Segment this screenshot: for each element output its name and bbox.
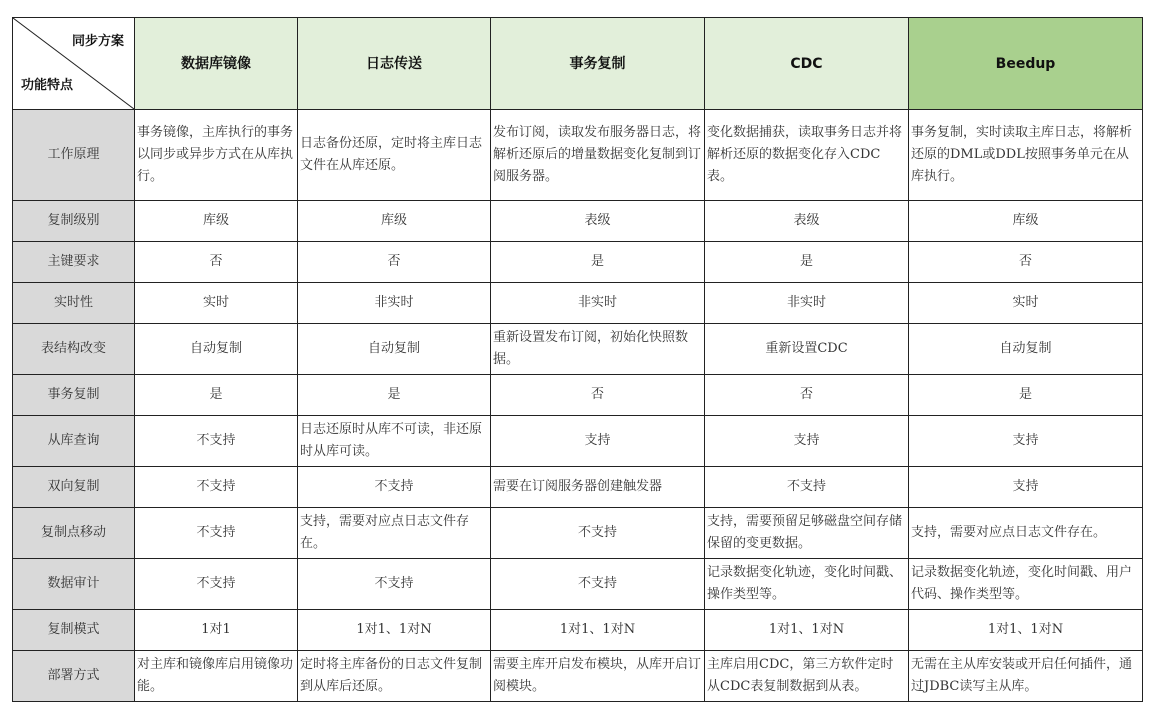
table-cell: 不支持 <box>135 559 298 610</box>
table-cell: 自动复制 <box>298 324 491 375</box>
table-cell: 需要主库开启发布模块，从库开启订阅模块。 <box>491 651 705 702</box>
table-cell: 非实时 <box>705 283 909 324</box>
table-row <box>13 467 1143 508</box>
table-cell: 支持，需要对应点日志文件存在。 <box>909 508 1143 559</box>
table-cell: 支持 <box>909 467 1143 508</box>
diagonal-divider <box>13 18 134 109</box>
table-cell: 不支持 <box>135 508 298 559</box>
table-cell: 是 <box>298 375 491 416</box>
table-row <box>13 416 1143 467</box>
table-cell: 无需在主从库安装或开启任何插件，通过JDBC读写主从库。 <box>909 651 1143 702</box>
table-cell: 1对1 <box>135 610 298 651</box>
table-cell: 非实时 <box>491 283 705 324</box>
row-label: 工作原理 <box>13 110 135 201</box>
column-header-log-shipping: 日志传送 <box>298 18 491 110</box>
table-cell: 支持 <box>909 416 1143 467</box>
table-row <box>13 242 1143 283</box>
column-header-beedup: Beedup <box>909 18 1143 110</box>
row-label: 表结构改变 <box>13 324 135 375</box>
table-cell: 库级 <box>298 201 491 242</box>
table-cell: 记录数据变化轨迹，变化时间戳、用户代码、操作类型等。 <box>909 559 1143 610</box>
table-row <box>13 651 1143 702</box>
row-label: 主键要求 <box>13 242 135 283</box>
table-cell: 否 <box>298 242 491 283</box>
table-cell: 否 <box>135 242 298 283</box>
table-cell: 是 <box>135 375 298 416</box>
table-row <box>13 110 1143 201</box>
table-cell: 否 <box>909 242 1143 283</box>
table-cell: 重新设置CDC <box>705 324 909 375</box>
table-row <box>13 508 1143 559</box>
row-label: 双向复制 <box>13 467 135 508</box>
table-cell: 实时 <box>909 283 1143 324</box>
table-cell: 日志备份还原，定时将主库日志文件在从库还原。 <box>298 110 491 201</box>
table-cell: 支持 <box>705 416 909 467</box>
table-cell: 不支持 <box>491 508 705 559</box>
table-cell: 是 <box>705 242 909 283</box>
table-cell: 不支持 <box>135 467 298 508</box>
row-label: 事务复制 <box>13 375 135 416</box>
table-cell: 记录数据变化轨迹，变化时间戳、操作类型等。 <box>705 559 909 610</box>
table-cell: 自动复制 <box>135 324 298 375</box>
column-header-mirroring: 数据库镜像 <box>135 18 298 110</box>
table-cell: 主库启用CDC，第三方软件定时从CDC表复制数据到从表。 <box>705 651 909 702</box>
table-cell: 支持 <box>491 416 705 467</box>
table-cell: 实时 <box>135 283 298 324</box>
table-cell: 对主库和镜像库启用镜像功能。 <box>135 651 298 702</box>
comparison-table <box>12 17 1143 702</box>
table-cell: 支持，需要对应点日志文件存在。 <box>298 508 491 559</box>
corner-cell <box>13 18 135 110</box>
table-row <box>13 283 1143 324</box>
table-row <box>13 610 1143 651</box>
table-cell: 否 <box>491 375 705 416</box>
column-header-transactional-replication: 事务复制 <box>491 18 705 110</box>
table-cell: 不支持 <box>298 467 491 508</box>
table-cell: 1对1、1对N <box>705 610 909 651</box>
table-cell: 不支持 <box>705 467 909 508</box>
table-cell: 1对1、1对N <box>491 610 705 651</box>
table-cell: 重新设置发布订阅，初始化快照数据。 <box>491 324 705 375</box>
table-cell: 非实时 <box>298 283 491 324</box>
table-cell: 1对1、1对N <box>909 610 1143 651</box>
row-label: 从库查询 <box>13 416 135 467</box>
table-cell: 不支持 <box>135 416 298 467</box>
header-row <box>13 18 1143 110</box>
table-cell: 定时将主库备份的日志文件复制到从库后还原。 <box>298 651 491 702</box>
row-label: 实时性 <box>13 283 135 324</box>
table-cell: 事务复制，实时读取主库日志，将解析还原的DML或DDL按照事务单元在从库执行。 <box>909 110 1143 201</box>
column-header-cdc: CDC <box>705 18 909 110</box>
row-label: 复制点移动 <box>13 508 135 559</box>
table-cell: 事务镜像，主库执行的事务以同步或异步方式在从库执行。 <box>135 110 298 201</box>
table-cell: 表级 <box>491 201 705 242</box>
table-cell: 否 <box>705 375 909 416</box>
row-label: 复制级别 <box>13 201 135 242</box>
table-cell: 1对1、1对N <box>298 610 491 651</box>
corner-label-feature: 功能特点 <box>21 78 74 93</box>
row-label: 数据审计 <box>13 559 135 610</box>
table-cell: 变化数据捕获，读取事务日志并将解析还原的数据变化存入CDC表。 <box>705 110 909 201</box>
table-cell: 库级 <box>909 201 1143 242</box>
table-cell: 是 <box>909 375 1143 416</box>
row-label: 复制模式 <box>13 610 135 651</box>
table-cell: 支持，需要预留足够磁盘空间存储保留的变更数据。 <box>705 508 909 559</box>
table-cell: 库级 <box>135 201 298 242</box>
table-row <box>13 324 1143 375</box>
table-row <box>13 559 1143 610</box>
table-cell: 需要在订阅服务器创建触发器 <box>491 467 705 508</box>
table-cell: 是 <box>491 242 705 283</box>
table-cell: 不支持 <box>298 559 491 610</box>
table-cell: 发布订阅，读取发布服务器日志，将解析还原后的增量数据变化复制到订阅服务器。 <box>491 110 705 201</box>
table-cell: 自动复制 <box>909 324 1143 375</box>
table-cell: 不支持 <box>491 559 705 610</box>
row-label: 部署方式 <box>13 651 135 702</box>
table-cell: 日志还原时从库不可读，非还原时从库可读。 <box>298 416 491 467</box>
table-row <box>13 201 1143 242</box>
corner-label-scheme: 同步方案 <box>71 34 124 49</box>
table-row <box>13 375 1143 416</box>
table-cell: 表级 <box>705 201 909 242</box>
